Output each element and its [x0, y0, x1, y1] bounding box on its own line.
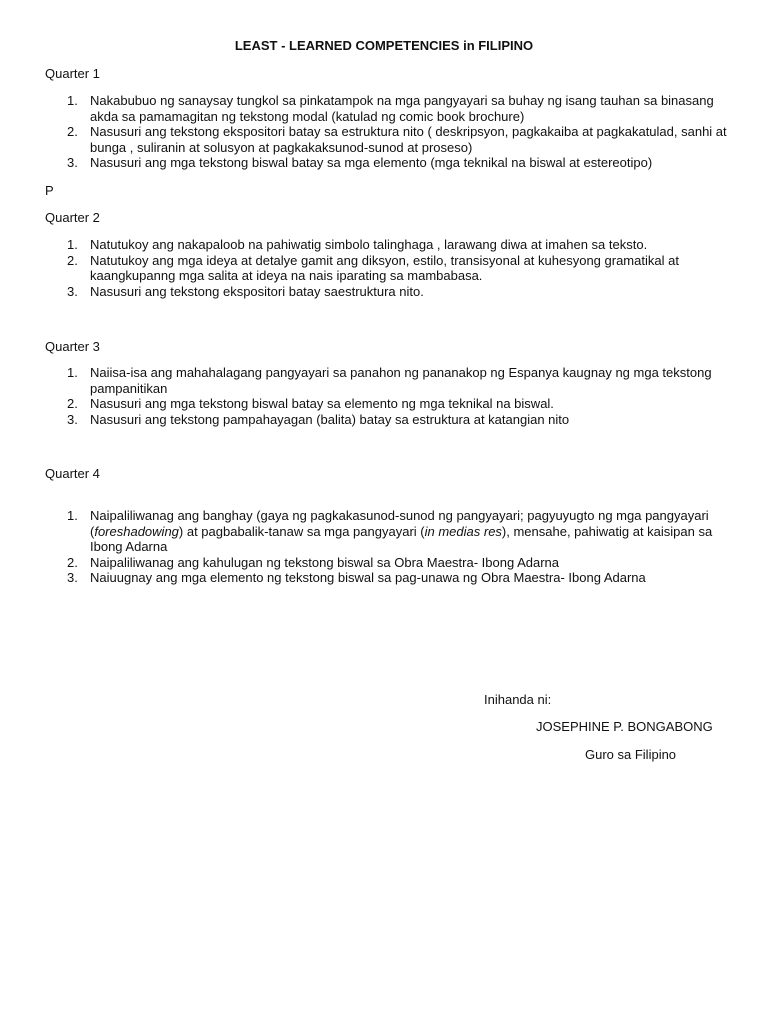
item-text: Nasusuri ang mga tekstong biswal batay sa elemento ng mga teknikal na biswal. [90, 396, 554, 411]
stray-text: P [45, 183, 54, 198]
list-item [65, 155, 730, 171]
list-item [65, 365, 730, 396]
item-text: Nasusuri ang tekstong ekspositori batay saestruktura nito. [90, 283, 424, 299]
signatory-position: Guro sa Filipino [585, 747, 677, 762]
item-number: 1. [67, 93, 78, 108]
item-number: 2. [67, 554, 78, 570]
list-item [65, 253, 730, 284]
list-item [65, 124, 730, 155]
item-text: Natutukoy ang mga ideya at detalye gamit ang diksyon, estilo, transisyonal at kuhesyong gramatikal at kaangkupanng mga salita at ideya na nais iparating sa mambabasa. [90, 252, 679, 283]
signatory-name: JOSEPHINE P. BONGABONG [536, 719, 713, 734]
text-part-italic: foreshadowing [94, 523, 179, 539]
item-number: 2. [67, 124, 78, 139]
item-number: 3. [67, 570, 78, 585]
item-number: 3. [67, 411, 78, 427]
list-item [65, 284, 730, 300]
text-part: ), mensahe, pahiwatig at kaisipan sa Ibong Adarna [90, 523, 713, 554]
quarter-2-list [65, 237, 730, 299]
quarter-1-list [65, 93, 730, 171]
text-part: ) at pagbabalik-tanaw sa mga pangyayari ( [178, 523, 425, 539]
text-part-italic: in medias res [424, 523, 502, 539]
item-text: Naiuugnay ang mga elemento ng tekstong biswal sa pag-unawa ng Obra Maestra- Ibong Adarna [90, 570, 646, 585]
item-number: 3. [67, 283, 78, 299]
item-number: 1. [67, 237, 78, 252]
item-text [90, 508, 712, 554]
quarter-3-label: Quarter 3 [45, 339, 100, 354]
item-number: 1. [67, 365, 78, 380]
item-text: Nasusuri ang mga tekstong biswal batay sa mga elemento (mga teknikal na biswal at estereotipo) [90, 155, 653, 170]
item-text: Natutukoy ang nakapaloob na pahiwatig simbolo talinghaga , larawang diwa at imahen sa teksto. [90, 237, 648, 252]
list-item [65, 93, 730, 124]
list-item [65, 508, 730, 555]
list-item [65, 570, 730, 586]
page-title: LEAST - LEARNED COMPETENCIES in FILIPINO [234, 38, 534, 53]
quarter-2-label: Quarter 2 [45, 210, 100, 225]
item-number: 2. [67, 252, 78, 268]
list-item [65, 237, 730, 253]
quarter-3-list [65, 365, 730, 427]
item-text: Nasusuri ang tekstong ekspositori batay sa estruktura nito ( deskripsyon, pagkakaiba at pagkakatulad, sanhi at bunga , suliranin at solusyon at pagkakaksunod-sunod at proseso) [90, 124, 727, 155]
item-text: Nasusuri ang tekstong pampahayagan (balita) batay sa estruktura at katangian nito [90, 411, 570, 427]
quarter-4-list [65, 508, 730, 586]
item-text: Nakabubuo ng sanaysay tungkol sa pinkatampok na mga pangyayari sa buhay ng isang tauhan sa binasang akda sa pamamagitan ng tekstong modal (katulad ng comic book brochure) [90, 93, 714, 124]
item-text: Naipaliliwanag ang kahulugan ng tekstong biswal sa Obra Maestra- Ibong Adarna [90, 554, 560, 570]
item-text: Naiisa-isa ang mahahalagang pangyayari sa panahon ng pananakop ng Espanya kaugnay ng mga tekstong pampanitikan [90, 365, 712, 396]
prepared-by-label: Inihanda ni: [484, 692, 552, 707]
item-number: 3. [67, 155, 78, 170]
text-part: Naipaliliwanag ang banghay (gaya ng pagkakasunod-sunod ng pangyayari; pagyuyugto ng mga pangyayari ( [90, 508, 709, 539]
quarter-4-label: Quarter 4 [45, 466, 100, 481]
quarter-1-label: Quarter 1 [45, 66, 100, 81]
list-item [65, 555, 730, 571]
list-item [65, 396, 730, 412]
item-number: 2. [67, 396, 78, 411]
list-item [65, 412, 730, 428]
item-number: 1. [67, 508, 78, 523]
